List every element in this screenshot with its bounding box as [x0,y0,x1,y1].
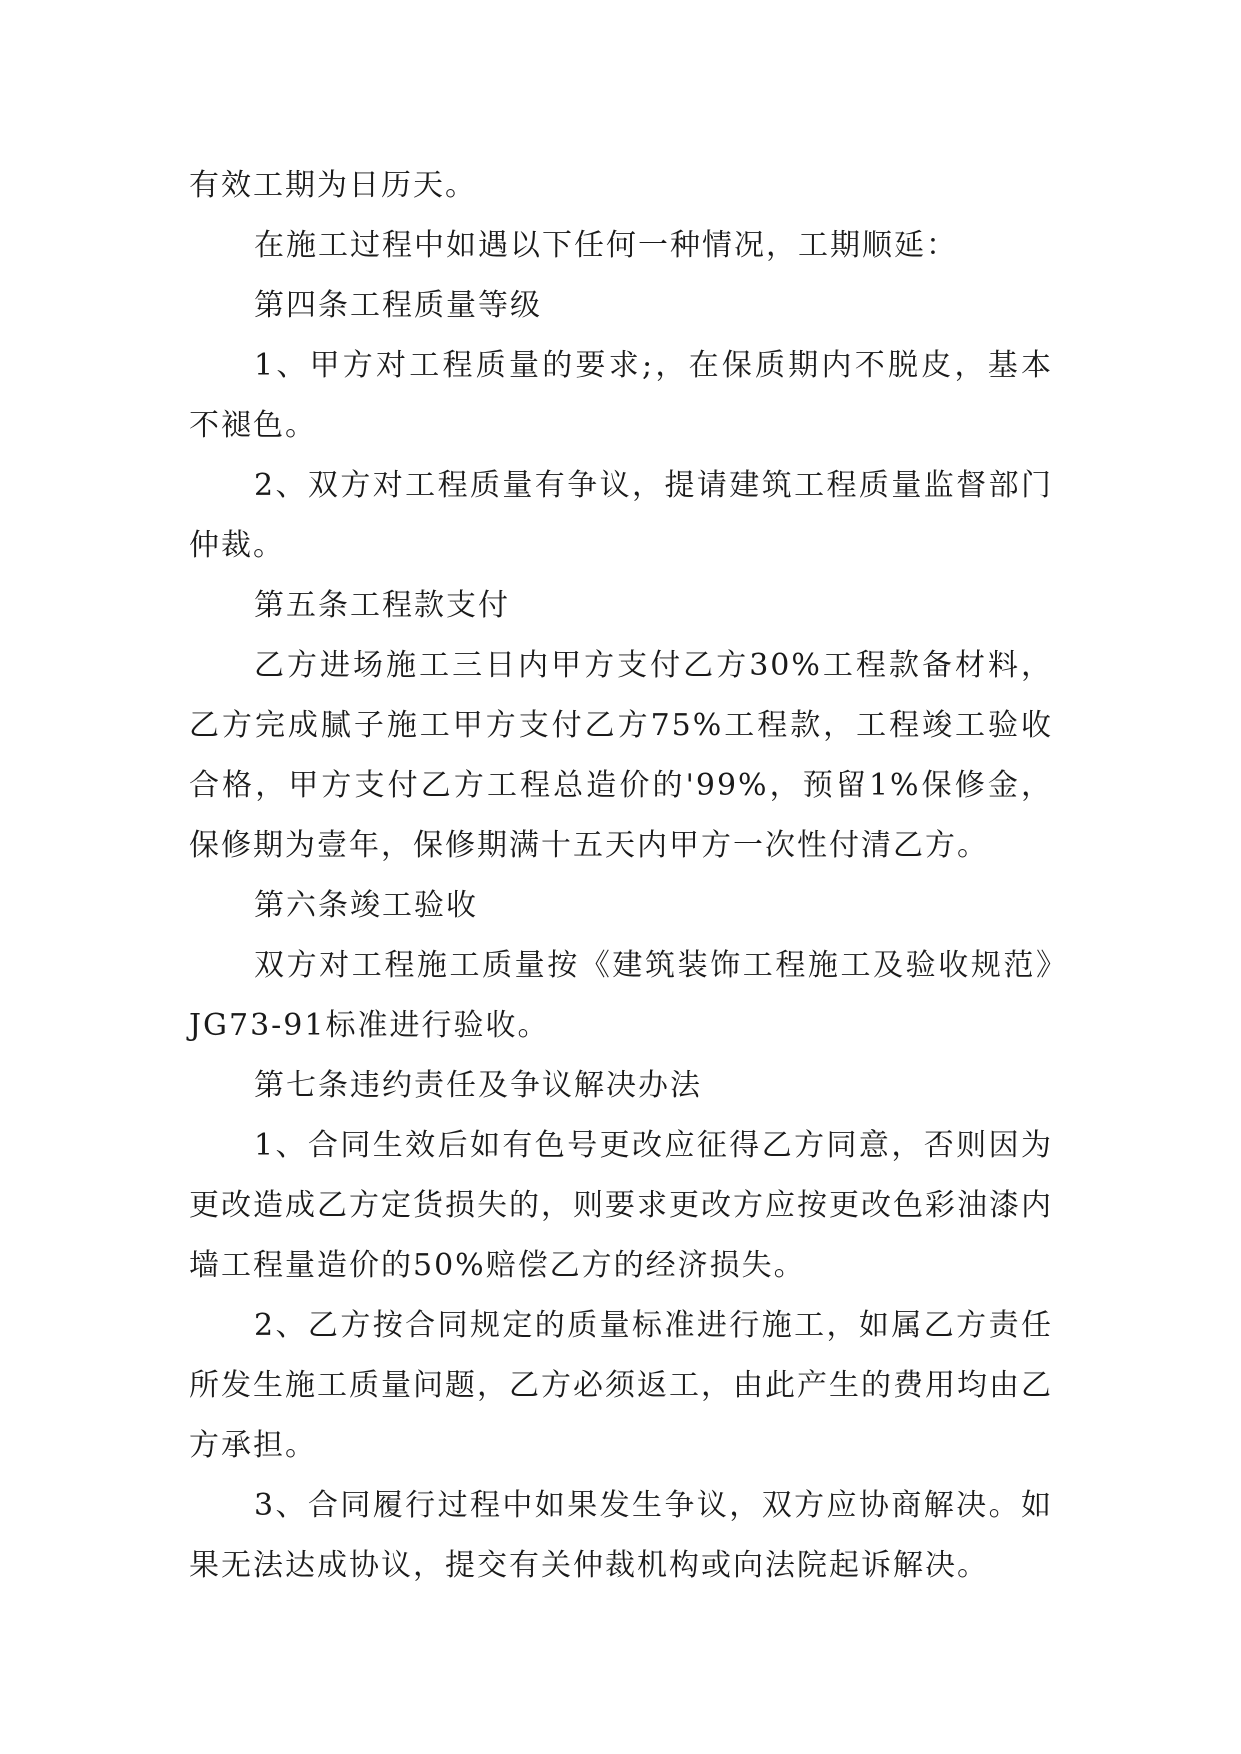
paragraph-quality-requirement: 1、甲方对工程质量的要求;，在保质期内不脱皮，基本不褪色。 [189,348,1053,443]
heading-article-6: 第六条竣工验收 [254,888,478,923]
paragraph-color-change: 1、合同生效后如有色号更改应征得乙方同意，否则因为更改造成乙方定货损失的，则要求更改方应按更改色彩油漆内墙工程量造价的50%赔偿乙方的经济损失。 [189,1128,1053,1283]
paragraph-acceptance-standard: 双方对工程施工质量按《建筑装饰工程施工及验收规范》JG73-91标准进行验收。 [189,948,1053,1043]
paragraph-effective-period: 有效工期为日历天。 [189,168,477,203]
heading-article-7: 第七条违约责任及争议解决办法 [254,1068,702,1103]
paragraph-delay-conditions: 在施工过程中如遇以下任何一种情况，工期顺延： [254,228,958,263]
paragraph-rework-responsibility: 2、乙方按合同规定的质量标准进行施工，如属乙方责任所发生施工质量问题，乙方必须返工，由此产生的费用均由乙方承担。 [189,1308,1053,1463]
document-body [189,156,1053,1596]
heading-article-4: 第四条工程质量等级 [254,288,542,323]
paragraph-dispute-resolution: 3、合同履行过程中如果发生争议，双方应协商解决。如果无法达成协议，提交有关仲裁机构或向法院起诉解决。 [189,1488,1053,1583]
paragraph-quality-dispute: 2、双方对工程质量有争议，提请建筑工程质量监督部门仲裁。 [189,468,1053,563]
heading-article-5: 第五条工程款支付 [254,588,510,623]
paragraph-payment-terms: 乙方进场施工三日内甲方支付乙方30%工程款备材料，乙方完成腻子施工甲方支付乙方75%工程款，工程竣工验收合格，甲方支付乙方工程总造价的'99%，预留1%保修金，保修期为壹年，保修期满十五天内甲方一次性付清乙方。 [189,648,1053,863]
